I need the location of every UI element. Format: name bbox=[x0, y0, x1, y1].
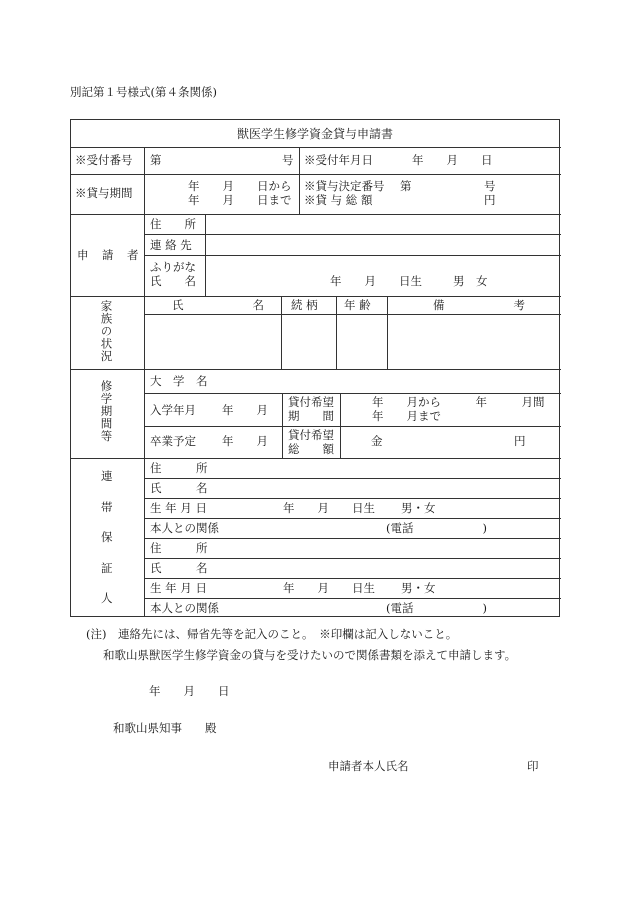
signature-label: 申請者本人氏名 bbox=[328, 759, 409, 773]
loan-period-label: ※貸与期間 bbox=[75, 186, 133, 200]
applicant-gender: 男 女 bbox=[453, 274, 488, 288]
graduation-value: 年 月 bbox=[222, 434, 268, 448]
guarantor2-birth-value: 年 月 日生 bbox=[283, 581, 375, 595]
guarantor1-name-label: 氏 名 bbox=[150, 481, 208, 495]
receipt-number-prefix: 第 bbox=[150, 153, 162, 167]
applicant-address-label: 住 所 bbox=[150, 217, 196, 231]
application-date: 年 月 日 bbox=[149, 684, 230, 698]
guarantor1-gender: 男・女 bbox=[401, 501, 436, 515]
desired-period-label-2: 期 間 bbox=[288, 409, 334, 423]
guarantor2-name-label: 氏 名 bbox=[150, 561, 208, 575]
guarantor1-address-label: 住 所 bbox=[150, 461, 208, 475]
guarantor-section-char-5: 人 bbox=[101, 591, 113, 605]
family-col-relation: 続 柄 bbox=[291, 298, 318, 312]
receipt-date-value: 年 月 日 bbox=[412, 153, 493, 167]
graduation-label: 卒業予定 bbox=[150, 434, 196, 448]
guarantor1-relation-label: 本人との関係 bbox=[150, 521, 219, 535]
applicant-name-label: 氏 名 bbox=[150, 274, 196, 288]
footer-note: (注) 連絡先には、帰省先等を記入のこと。 ※印欄は記入しないこと。 bbox=[86, 627, 458, 641]
entrance-value: 年 月 bbox=[222, 403, 268, 417]
family-col-name: 氏 名 bbox=[172, 298, 264, 312]
receipt-number-label: ※受付番号 bbox=[75, 153, 133, 167]
desired-period-from: 年 月から 年 月間 bbox=[372, 395, 545, 409]
guarantor2-phone: (電話 ) bbox=[386, 601, 487, 615]
family-section-label: 家族の状況 bbox=[99, 300, 114, 363]
loan-period-from: 年 月 日から bbox=[188, 179, 292, 193]
loan-period-to: 年 月 日まで bbox=[188, 193, 292, 207]
desired-period-label-1: 貸付希望 bbox=[288, 395, 334, 409]
addressee: 和歌山県知事 殿 bbox=[113, 721, 217, 735]
applicant-section-label: 申 請 者 bbox=[77, 248, 140, 262]
form-number: 別記第１号様式(第４条関係) bbox=[70, 85, 217, 99]
form-title: 獣医学生修学資金貸与申請書 bbox=[236, 127, 393, 141]
desired-total-label-1: 貸付希望 bbox=[288, 428, 334, 442]
guarantor2-birth-label: 生 年 月 日 bbox=[150, 581, 207, 595]
study-section-label: 修学期間等 bbox=[99, 380, 114, 443]
family-col-age: 年 齢 bbox=[344, 298, 371, 312]
applicant-birth-date: 年 月 日生 bbox=[330, 274, 422, 288]
desired-total-prefix: 金 bbox=[371, 434, 383, 448]
guarantor-section-char-3: 保 bbox=[101, 530, 113, 544]
seal-mark: 印 bbox=[527, 759, 539, 773]
university-label: 大 学 名 bbox=[150, 374, 208, 388]
guarantor1-birth-value: 年 月 日生 bbox=[283, 501, 375, 515]
guarantor-section-char-1: 連 bbox=[101, 469, 113, 483]
applicant-contact-label: 連 絡 先 bbox=[150, 238, 192, 252]
guarantor1-birth-label: 生 年 月 日 bbox=[150, 501, 207, 515]
receipt-number-suffix: 号 bbox=[282, 153, 294, 167]
loan-decision-suffix: 号 bbox=[484, 179, 496, 193]
applicant-furigana-label: ふりがな bbox=[150, 260, 196, 274]
receipt-date-label: ※受付年月日 bbox=[304, 153, 373, 167]
application-statement: 和歌山県獣医学生修学資金の貸与を受けたいので関係書類を添えて申請します。 bbox=[103, 648, 517, 662]
entrance-label: 入学年月 bbox=[150, 403, 196, 417]
desired-total-unit: 円 bbox=[514, 434, 526, 448]
guarantor2-relation-label: 本人との関係 bbox=[150, 601, 219, 615]
guarantor-section-char-2: 帯 bbox=[101, 500, 113, 514]
family-col-remarks: 備 考 bbox=[433, 298, 525, 312]
desired-total-label-2: 総 額 bbox=[288, 442, 334, 456]
guarantor1-phone: (電話 ) bbox=[386, 521, 487, 535]
loan-decision-prefix: 第 bbox=[400, 179, 412, 193]
loan-total-unit: 円 bbox=[484, 193, 496, 207]
loan-decision-label: ※貸与決定番号 bbox=[304, 179, 385, 193]
desired-period-to: 年 月まで bbox=[372, 409, 441, 423]
loan-total-label: ※貸 与 総 額 bbox=[304, 193, 373, 207]
guarantor2-address-label: 住 所 bbox=[150, 541, 208, 555]
guarantor2-gender: 男・女 bbox=[401, 581, 436, 595]
guarantor-section-char-4: 証 bbox=[101, 561, 113, 575]
